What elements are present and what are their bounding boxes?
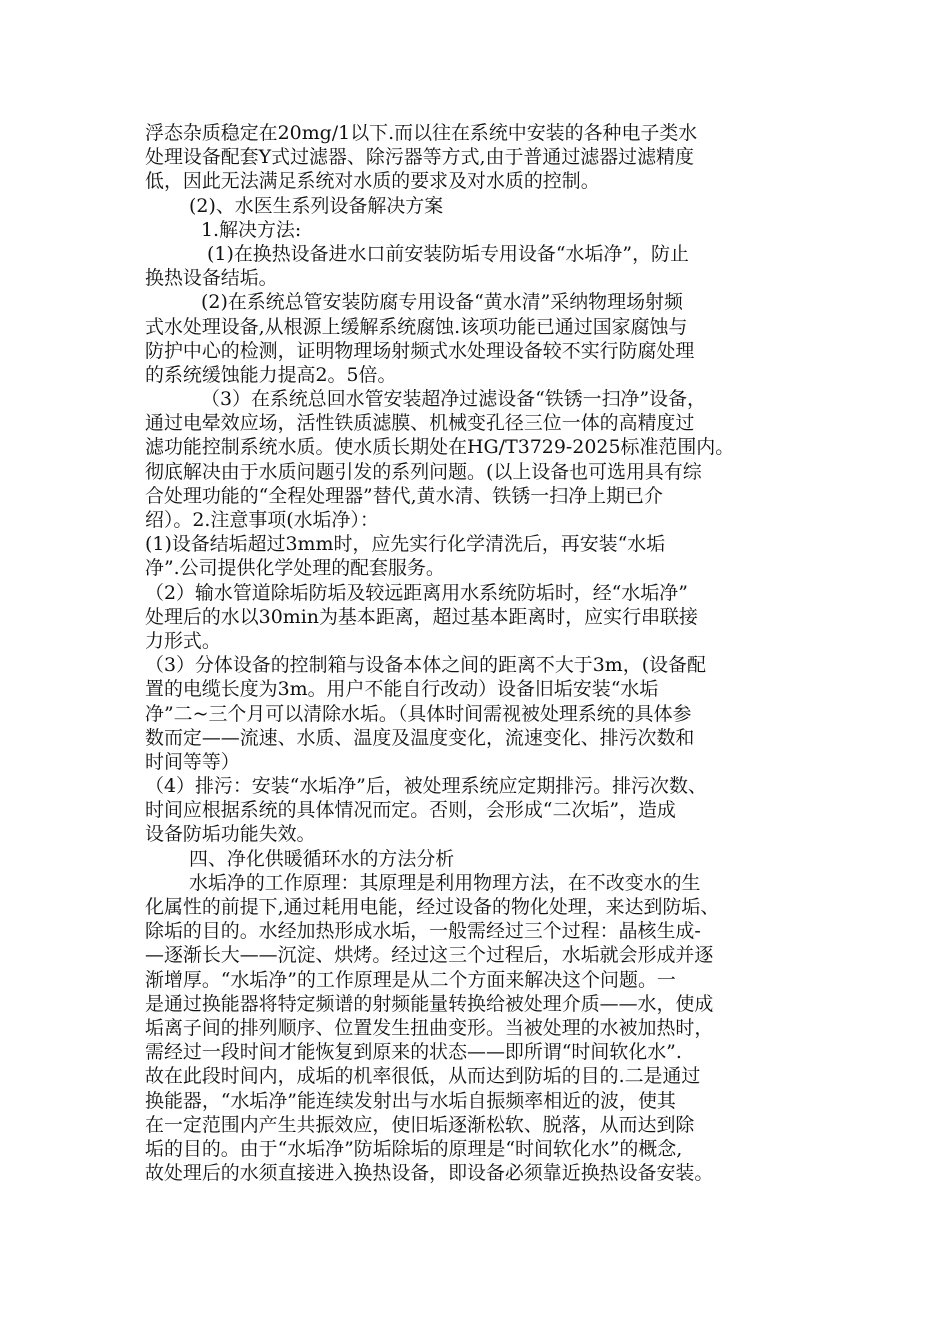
text-line: 1.解决方法: — [201, 218, 302, 241]
text-line: 换热设备结垢。 — [145, 267, 278, 290]
text-line: 通过电晕效应场，活性铁质滤膜、机械变孔径三位一体的高精度过 — [145, 412, 695, 435]
text-line: 净”二~三个月可以清除水垢。（具体时间需视被处理系统的具体参 — [145, 702, 692, 725]
text-line: 故在此段时间内，成垢的机率很低，从而达到防垢的目的.二是通过 — [145, 1065, 701, 1088]
text-line: 渐增厚。“水垢净”的工作原理是从二个方面来解决这个问题。一 — [145, 968, 676, 991]
text-line: 时间等等） — [145, 750, 240, 773]
text-line: 式水处理设备,从根源上缓解系统腐蚀.该项功能已通过国家腐蚀与 — [145, 315, 688, 338]
text-line: 置的电缆长度为3m。用户不能自行改动）设备旧垢安装“水垢 — [145, 678, 659, 701]
text-line: 防护中心的检测，证明物理场射频式水处理设备较不实行防腐处理 — [145, 339, 695, 362]
text-line: 数而定——流速、水质、温度及温度变化，流速变化、排污次数和 — [145, 726, 695, 749]
text-line: 设备防垢功能失效。 — [145, 823, 316, 846]
text-line: 处理后的水以30min为基本距离，超过基本距离时，应实行串联接 — [145, 605, 698, 628]
text-line: (2)、水医生系列设备解决方案 — [189, 194, 444, 217]
text-line: 需经过一段时间才能恢复到原来的状态——即所谓“时间软化水”. — [145, 1041, 682, 1064]
text-line: 四、净化供暖循环水的方法分析 — [189, 847, 455, 870]
text-line: 化属性的前提下,通过耗用电能，经过设备的物化处理，来达到防垢、 — [145, 896, 720, 918]
text-line: (1)设备结垢超过3mm时，应先实行化学清洗后，再安装“水垢 — [145, 533, 666, 556]
text-line: 处理设备配套Y式过滤器、除污器等方式,由于普通过滤器过滤精度 — [145, 146, 694, 169]
text-line: 净”.公司提供化学处理的配套服务。 — [145, 557, 445, 580]
text-line: 除垢的目的。水经加热形成水垢，一般需经过三个过程：晶核生成- — [145, 920, 701, 943]
text-line: （2）输水管道除垢防垢及较远距离用水系统防垢时，经“水垢净” — [145, 581, 688, 604]
text-line: 时间应根据系统的具体情况而定。否则，会形成“二次垢”，造成 — [145, 799, 676, 822]
text-line: 是通过换能器将特定频谱的射频能量转换给被处理介质——水，使成 — [145, 992, 714, 1015]
text-line: 彻底解决由于水质问题引发的系列问题。(以上设备也可选用具有综 — [145, 460, 702, 483]
text-line: 滤功能控制系统水质。使水质长期处在HG/T3729-2025标准范围内。 — [145, 436, 735, 459]
text-line: 力形式。 — [145, 629, 221, 652]
text-line: 在一定范围内产生共振效应，使旧垢逐渐松软、脱落，从而达到除 — [145, 1113, 695, 1136]
text-line: 水垢净的工作原理：其原理是利用物理方法，在不改变水的生 — [189, 871, 701, 894]
text-line: (1)在换热设备进水口前安装防垢专用设备“水垢净”，防止 — [207, 242, 689, 265]
text-line: （3）在系统总回水管安装超净过滤设备“铁锈一扫净”设备， — [201, 388, 707, 411]
text-line: 合处理功能的“全程处理器”替代,黄水清、铁锈一扫净上期已介 — [145, 484, 663, 507]
text-line: —逐渐长大——沉淀、烘烤。经过这三个过程后，水垢就会形成并逐 — [145, 944, 714, 967]
text-line: 垢的目的。由于“水垢净”防垢除垢的原理是“时间软化水”的概念, — [145, 1137, 683, 1160]
text-line: (2)在系统总管安装防腐专用设备“黄水清”采纳物理场射频 — [201, 291, 683, 314]
text-line: 故处理后的水须直接进入换热设备，即设备必须靠近换热设备安装。 — [145, 1162, 714, 1185]
text-line: 绍）。2.注意事项(水垢净）： — [145, 509, 379, 531]
text-line: 浮态杂质稳定在20mg/1以下.而以往在系统中安装的各种电子类水 — [145, 122, 698, 144]
text-line: 低，因此无法满足系统对水质的要求及对水质的控制。 — [145, 170, 600, 193]
text-line: 垢离子间的排列顺序、位置发生扭曲变形。当被处理的水被加热时， — [145, 1016, 714, 1039]
document-body — [145, 121, 815, 1185]
text-line: （3）分体设备的控制箱与设备本体之间的距离不大于3m，(设备配 — [145, 654, 706, 677]
text-line: （4）排污：安装“水垢净”后，被处理系统应定期排污。排污次数、 — [145, 775, 707, 798]
text-line: 换能器，“水垢净”能连续发射出与水垢自振频率相近的波，使其 — [145, 1089, 676, 1112]
text-line: 的系统缓蚀能力提高2。5倍。 — [145, 363, 397, 386]
